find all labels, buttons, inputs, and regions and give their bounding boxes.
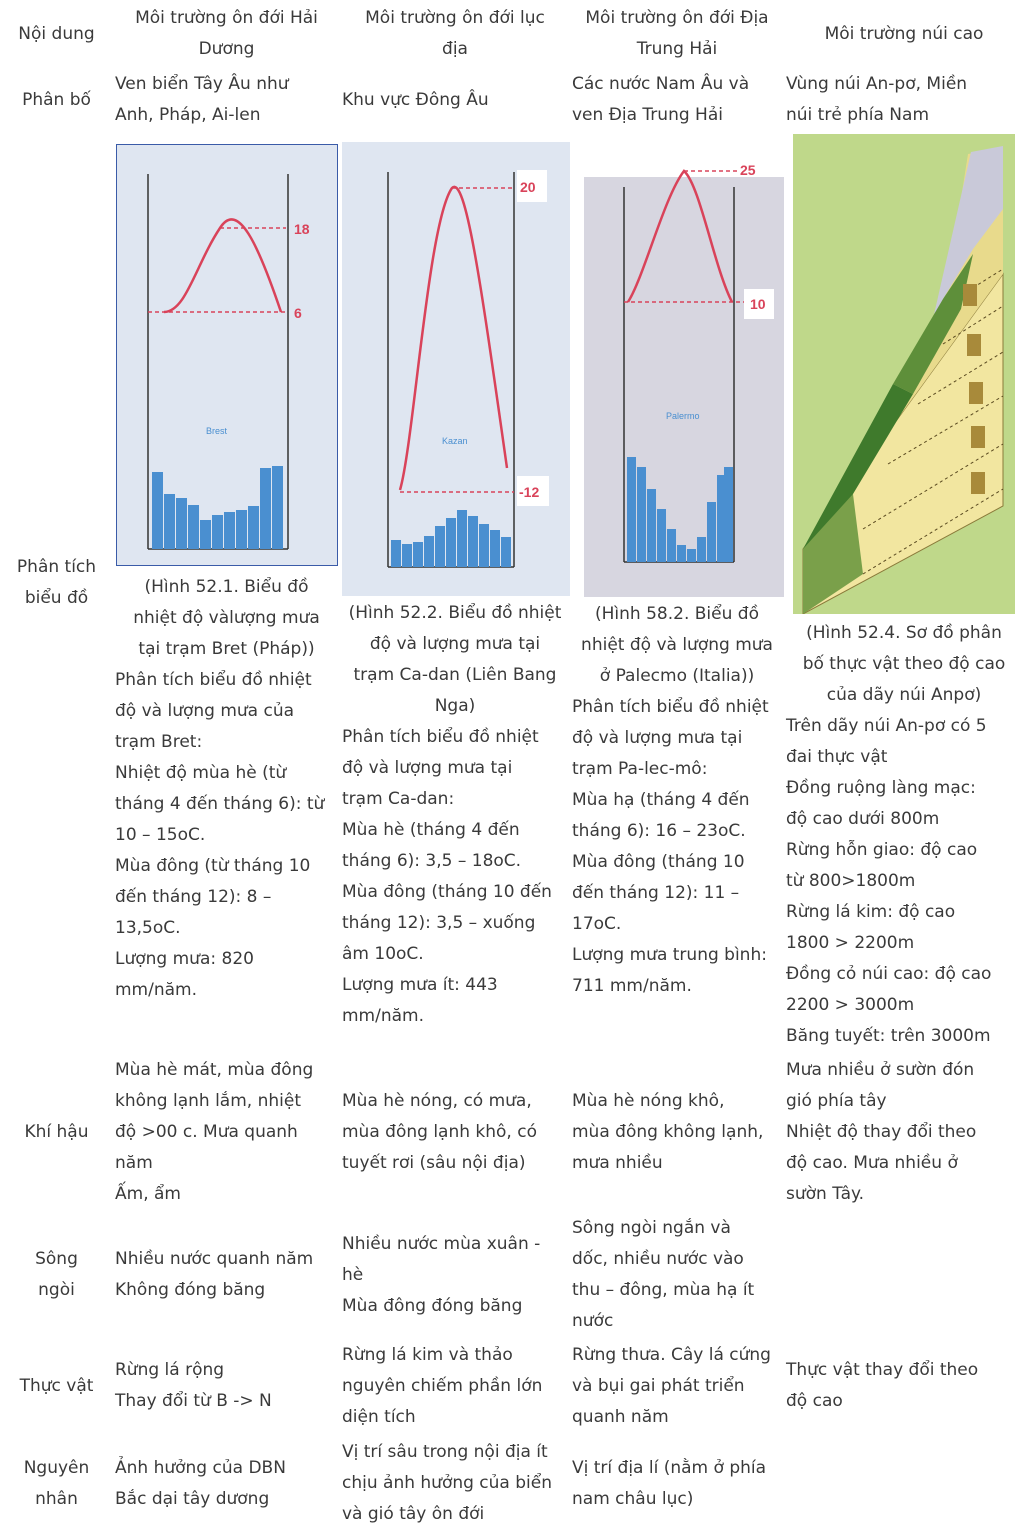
phan-tich-nui-cao bbox=[784, 132, 1024, 1052]
phan-tich-hai-duong bbox=[113, 132, 340, 1052]
analysis-text-fig1: Phân tích biểu đồ nhiệt độ và lượng mưa của trạm Bret: Nhiệt độ mùa hè (từ tháng 4 đến tháng 6): từ 10 – 15oC. Mùa đông (từ tháng 10 đến tháng 12): 8 – 13,5oC. Lượng mưa: 820 mm/năm. bbox=[115, 670, 325, 1000]
alps-vegetation-diagram bbox=[793, 134, 1015, 614]
marker-max-temp: 20 bbox=[520, 179, 536, 195]
nguyen-nhan-luc-dia: Vị trí sâu trong nội địa ít chịu ảnh hưởng của biển và gió tây ôn đới bbox=[342, 1442, 553, 1524]
caption-fig1: (Hình 52.1. Biểu đồ nhiệt độ vàlượng mưa tại trạm Bret (Pháp)) bbox=[133, 577, 320, 659]
row-song-ngoi bbox=[0, 1212, 1024, 1338]
climate-chart-palermo bbox=[584, 157, 784, 597]
station-name: Brest bbox=[205, 426, 227, 436]
label-khi-hau: Khí hậu bbox=[24, 1121, 89, 1142]
analysis-text-fig3: Phân tích biểu đồ nhiệt độ và lượng mưa tại trạm Pa-lec-mô: Mùa hạ (tháng 4 đến tháng 6): 16 – 23oC. Mùa đông (tháng 10 đến tháng 12): 11 – 17oC. Lượng mưa trung bình: 711 mm/năm. bbox=[572, 697, 769, 996]
header-hai-duong: Môi trường ôn đới Hải Dương bbox=[135, 8, 318, 59]
khi-hau-luc-dia: Mùa hè nóng, có mưa, mùa đông lạnh khô, có tuyết rơi (sâu nội địa) bbox=[342, 1090, 537, 1173]
marker-min-temp: 10 bbox=[750, 296, 766, 312]
climate-chart-kazan bbox=[342, 142, 570, 596]
song-ngoi-nui-cao bbox=[784, 1212, 1024, 1338]
caption-fig2: (Hình 52.2. Biểu đồ nhiệt độ và lượng mưa tại trạm Ca-dan (Liên Bang Nga) bbox=[348, 603, 562, 716]
caption-fig3: (Hình 58.2. Biểu đồ nhiệt độ và lượng mưa ở Palecmo (Italia)) bbox=[581, 604, 773, 686]
marker-max-temp: 18 bbox=[293, 221, 310, 237]
climate-chart-brest bbox=[116, 144, 338, 566]
song-ngoi-dia-trung-hai: Sông ngòi ngắn và dốc, nhiều nước vào thu – đông, mùa hạ ít nước bbox=[572, 1218, 755, 1331]
khi-hau-nui-cao: Mưa nhiều ở sườn đón gió phía tây Nhiệt độ thay đổi theo độ cao. Mưa nhiều ở sườn Tây. bbox=[786, 1059, 977, 1204]
row-phan-tich bbox=[0, 132, 1024, 1052]
label-phan-bo: Phân bố bbox=[22, 89, 91, 110]
row-thuc-vat bbox=[0, 1338, 1024, 1434]
nguyen-nhan-nui-cao bbox=[784, 1434, 1024, 1533]
label-thuc-vat: Thực vật bbox=[19, 1375, 94, 1396]
marker-min-temp: -12 bbox=[519, 484, 540, 500]
phan-bo-dia-trung-hai: Các nước Nam Âu và ven Địa Trung Hải bbox=[572, 74, 750, 125]
analysis-text-fig4: Trên dãy núi An-pơ có 5 đai thực vật Đồng ruộng làng mạc: độ cao dưới 800m Rừng hỗn giao: độ cao từ 800>1800m Rừng lá kim: độ cao 1800 > 2200m Đồng cỏ núi cao: độ cao 2200 > 3000m Băng tuyết: trên 3000m bbox=[786, 716, 992, 1046]
header-luc-dia: Môi trường ôn đới lục địa bbox=[365, 8, 545, 59]
khi-hau-hai-duong: Mùa hè mát, mùa đông không lạnh lắm, nhiệt độ >00 c. Mưa quanh năm Ấm, ẩm bbox=[115, 1059, 314, 1204]
station-name: Palermo bbox=[666, 411, 700, 421]
phan-bo-nui-cao: Vùng núi An-pơ, Miền núi trẻ phía Nam bbox=[786, 74, 968, 125]
station-name: Kazan bbox=[442, 436, 468, 446]
label-song-ngoi: Sông ngòi bbox=[35, 1249, 78, 1300]
thuc-vat-hai-duong: Rừng lá rộng Thay đổi từ B -> N bbox=[115, 1360, 272, 1411]
row-phan-bo bbox=[0, 68, 1024, 132]
phan-tich-luc-dia bbox=[340, 132, 570, 1052]
phan-bo-hai-duong: Ven biển Tây Âu như Anh, Pháp, Ai-len bbox=[115, 74, 289, 125]
marker-max-temp: 25 bbox=[740, 162, 756, 178]
label-nguyen-nhan: Nguyên nhân bbox=[23, 1457, 90, 1509]
thuc-vat-nui-cao: Thực vật thay đổi theo độ cao bbox=[786, 1360, 979, 1411]
phan-bo-luc-dia: Khu vực Đông Âu bbox=[342, 89, 489, 110]
khi-hau-dia-trung-hai: Mùa hè nóng khô, mùa đông không lạnh, mưa nhiều bbox=[572, 1090, 764, 1173]
header-dia-trung-hai: Môi trường ôn đới Địa Trung Hải bbox=[585, 8, 769, 59]
nguyen-nhan-dia-trung-hai: Vị trí địa lí (nằm ở phía nam châu lục) bbox=[572, 1457, 767, 1509]
caption-fig4: (Hình 52.4. Sơ đồ phân bố thực vật theo độ cao của dãy núi Anpơ) bbox=[802, 623, 1006, 705]
label-phan-tich: Phân tích biểu đồ bbox=[16, 557, 97, 608]
row-khi-hau bbox=[0, 1052, 1024, 1212]
marker-min-temp: 6 bbox=[293, 305, 302, 321]
thuc-vat-dia-trung-hai: Rừng thưa. Cây lá cứng và bụi gai phát triển quanh năm bbox=[572, 1344, 771, 1427]
header-nui-cao: Môi trường núi cao bbox=[824, 23, 984, 44]
song-ngoi-luc-dia: Nhiều nước mùa xuân - hè Mùa đông đóng băng bbox=[342, 1233, 541, 1316]
analysis-text-fig2: Phân tích biểu đồ nhiệt độ và lượng mưa tại trạm Ca-dan: Mùa hè (tháng 4 đến tháng 6): 3,5 – 18oC. Mùa đông (tháng 10 đến tháng 12): 3,5 – xuống âm 10oC. Lượng mưa ít: 443 mm/năm. bbox=[342, 727, 552, 1026]
header-row bbox=[0, 0, 1024, 68]
thuc-vat-luc-dia: Rừng lá kim và thảo nguyên chiếm phần lớn diện tích bbox=[342, 1344, 543, 1427]
row-nguyen-nhan bbox=[0, 1434, 1024, 1533]
nguyen-nhan-hai-duong: Ảnh hưởng của DBN Bắc dại tây dương bbox=[115, 1457, 286, 1509]
song-ngoi-hai-duong: Nhiều nước quanh năm Không đóng băng bbox=[115, 1249, 314, 1300]
header-noi-dung: Nội dung bbox=[18, 23, 95, 44]
phan-tich-dia-trung-hai bbox=[570, 132, 784, 1052]
